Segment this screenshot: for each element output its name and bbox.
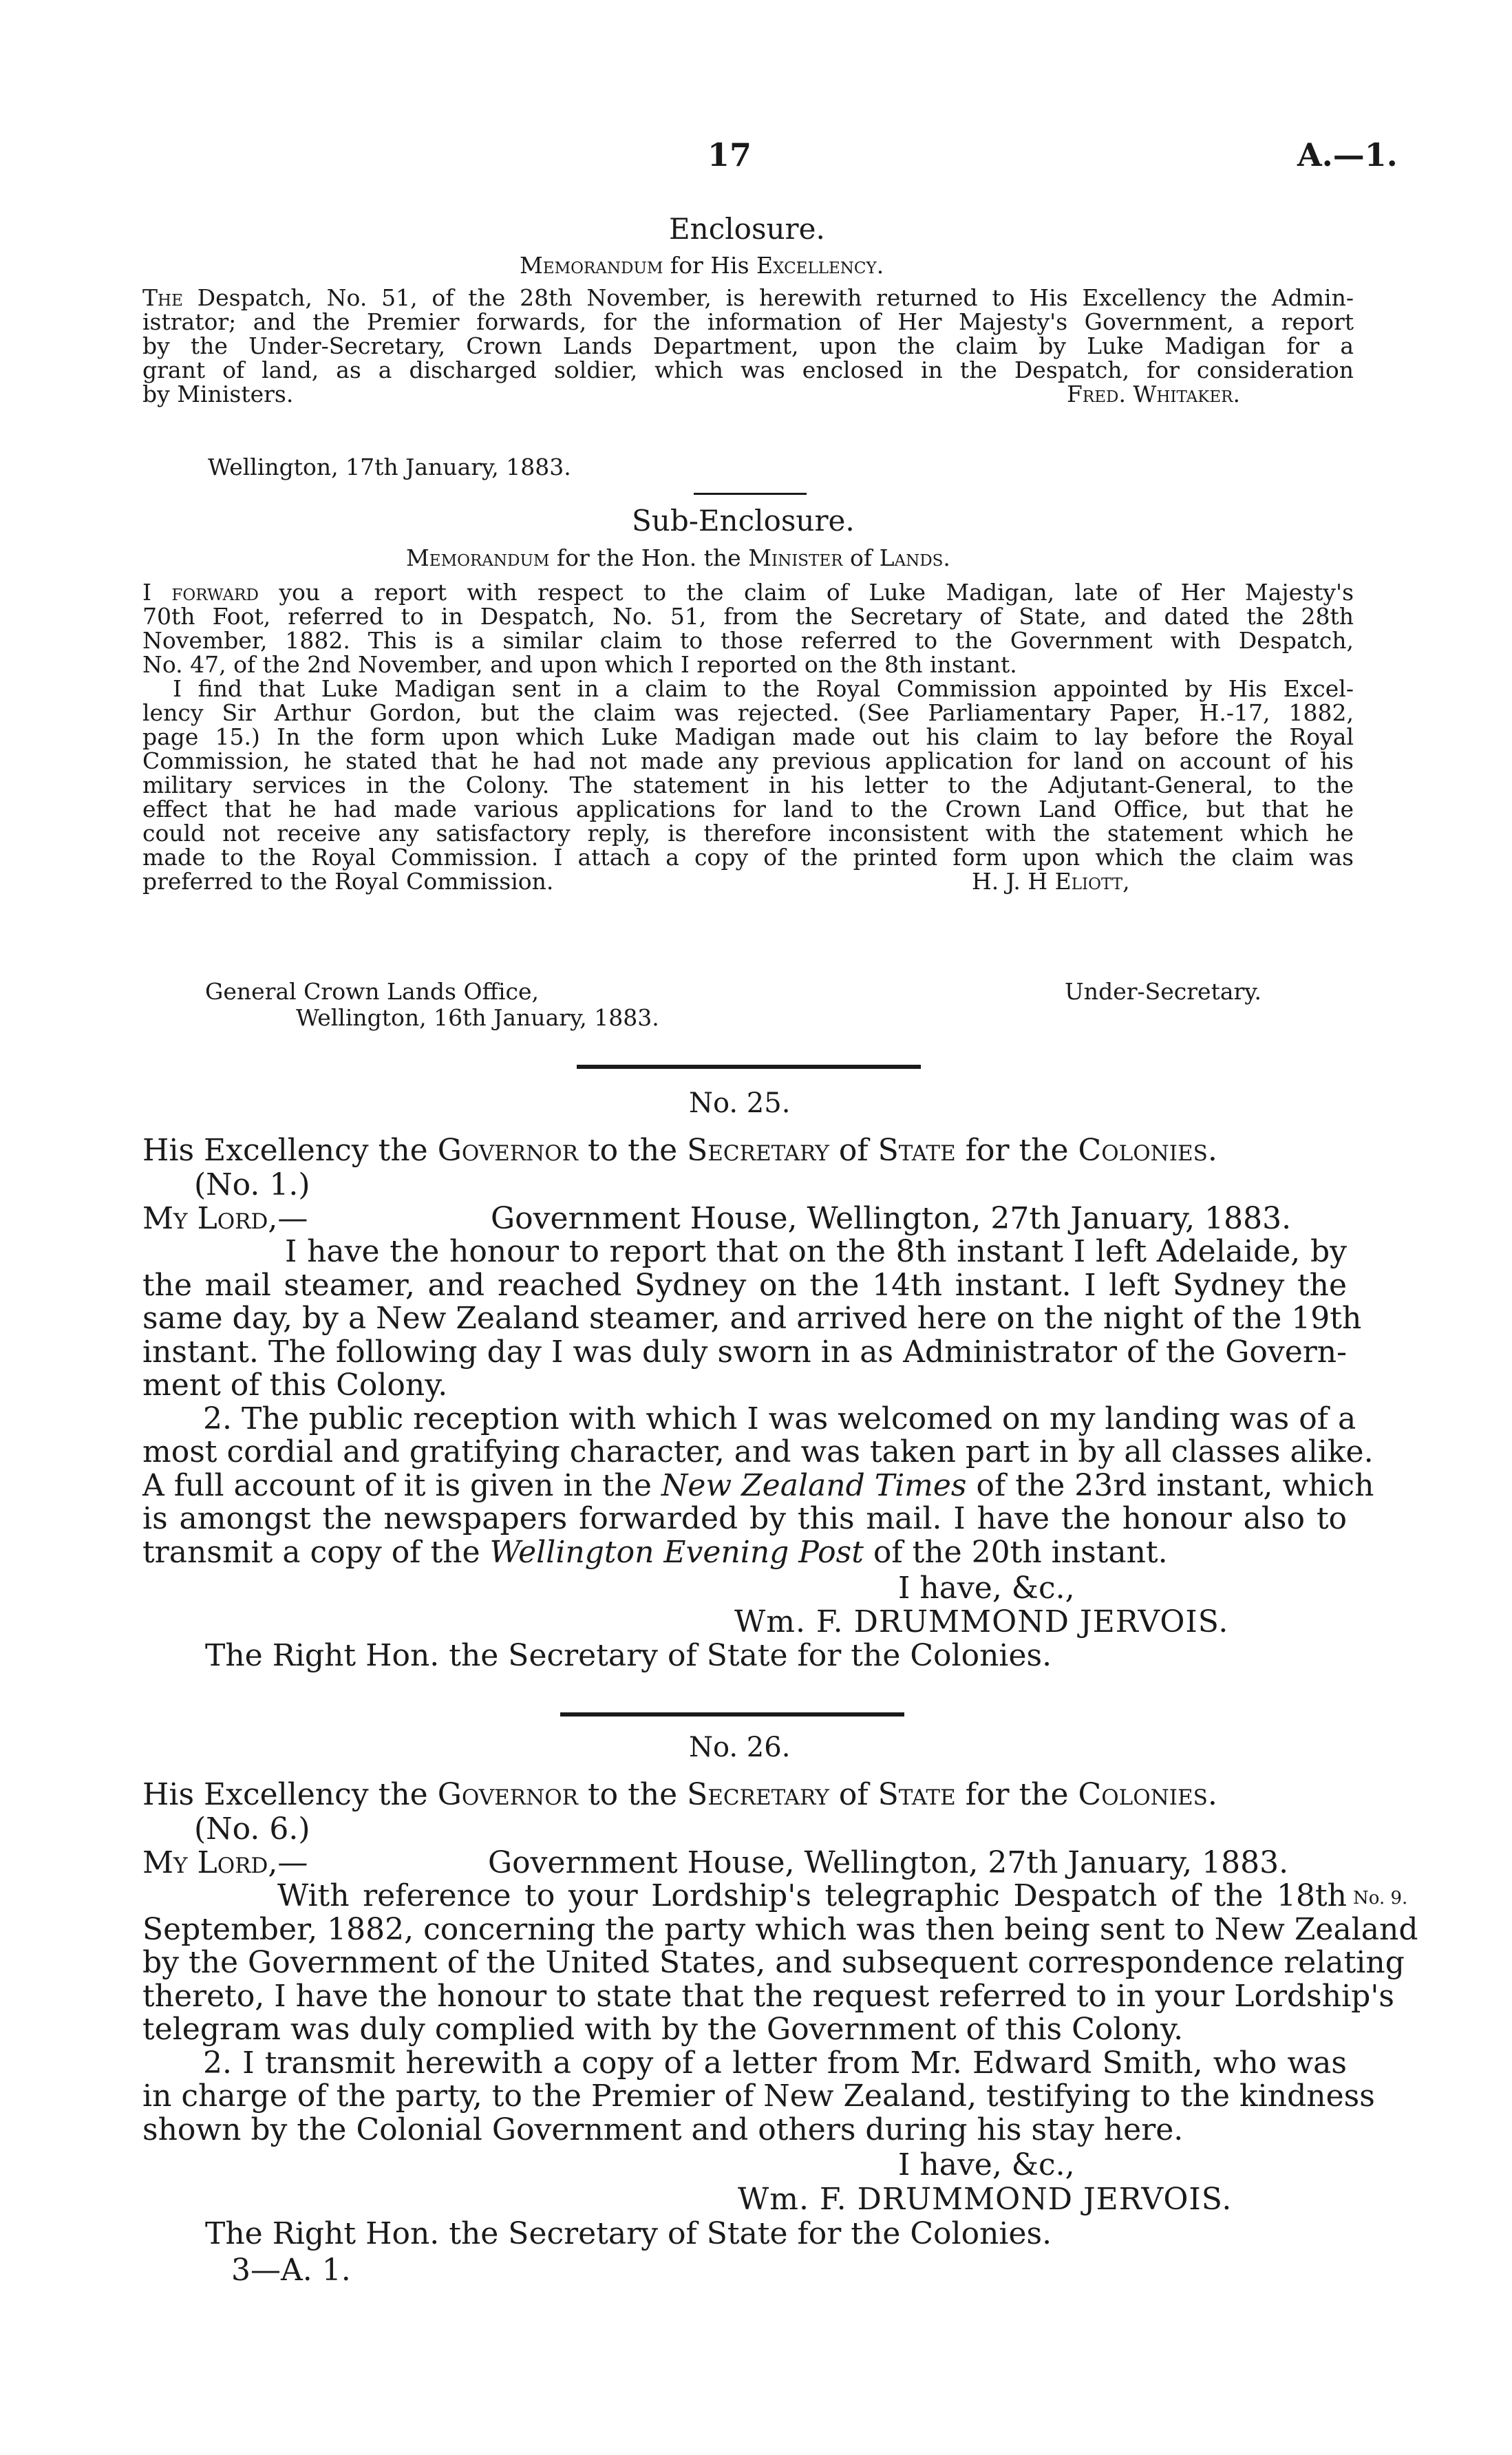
no25-ref: (No. 1.) bbox=[194, 1167, 310, 1202]
newspaper-title: New Zealand Times bbox=[661, 1467, 967, 1503]
heading-part: of bbox=[829, 1133, 878, 1168]
no26-heading bbox=[142, 1777, 1217, 1812]
heading-secretary: Secretary bbox=[687, 1777, 829, 1812]
heading-part: of bbox=[829, 1777, 878, 1812]
enclosure-memo-title bbox=[520, 252, 884, 279]
sub-enclosure-body bbox=[142, 580, 1354, 893]
line-text: preferred to the Royal Commission. bbox=[142, 868, 554, 895]
line-text: of the 20th instant. bbox=[863, 1534, 1168, 1570]
body-line: most cordial and gratifying character, and was taken part in by all classes alike. bbox=[142, 1434, 1374, 1469]
body-line bbox=[142, 1467, 1374, 1503]
document-reference: A.—1. bbox=[1297, 136, 1398, 173]
no25-closing: I have, &c., bbox=[898, 1571, 1075, 1606]
heading-governor: Governor bbox=[437, 1777, 578, 1812]
no25-body bbox=[142, 1234, 1374, 1570]
no26-margin-note: No. 9. bbox=[1353, 1888, 1408, 1909]
no26-number: No. 26. bbox=[689, 1732, 791, 1763]
body-line: in charge of the party, to the Premier of New Zealand, testifying to the kindness bbox=[142, 2079, 1375, 2114]
no25-salutation bbox=[142, 1201, 308, 1236]
body-line: I have the honour to report that on the 8th instant I left Adelaide, by bbox=[285, 1234, 1347, 1269]
heading-state: State bbox=[877, 1777, 956, 1812]
memo-middle: for His bbox=[663, 252, 757, 279]
no25-heading bbox=[142, 1133, 1217, 1168]
sub-enclosure-heading: Sub-Enclosure. bbox=[632, 504, 855, 538]
heading-governor: Governor bbox=[437, 1133, 578, 1168]
no26-closing: I have, &c., bbox=[898, 2147, 1075, 2182]
memo-of: of bbox=[842, 544, 880, 571]
body-line bbox=[142, 1536, 1347, 1570]
line-text: you a report with respect to the claim of Luke Madigan, late of Her Majesty's bbox=[258, 579, 1354, 606]
salutation-text: My Lord,— bbox=[142, 1201, 308, 1236]
no26-ref: (No. 6.) bbox=[194, 1811, 310, 1847]
sub-line: Commission, he stated that he had not made any previous application for land on account of his bbox=[142, 747, 1354, 774]
no25-number: No. 25. bbox=[689, 1087, 791, 1119]
sub-enclosure-memo-title bbox=[406, 544, 950, 571]
no26-salutation bbox=[142, 1845, 308, 1880]
memo-middle: for the Hon. the bbox=[549, 544, 749, 571]
heading-part: His Excellency the bbox=[142, 1133, 438, 1168]
no26-addressee: The Right Hon. the Secretary of State for the Colonies. bbox=[205, 2216, 1052, 2251]
sub-enclosure-title: Under-Secretary. bbox=[1065, 978, 1262, 1005]
enclosure-body bbox=[142, 286, 1354, 406]
salutation-text: My Lord,— bbox=[142, 1845, 308, 1880]
sub-line: lency Sir Arthur Gordon, but the claim was rejected. (See Parliamentary Paper, H.-17, 1882, bbox=[142, 699, 1354, 726]
sub-enclosure-date: Wellington, 16th January, 1883. bbox=[296, 1004, 659, 1031]
line-text: transmit a copy of the bbox=[142, 1534, 490, 1570]
body-line: thereto, I have the honour to state that the request referred to in your Lordship's bbox=[142, 1978, 1394, 2014]
body-line: instant. The following day I was duly sworn in as Administrator of the Govern- bbox=[142, 1334, 1347, 1370]
footer-signature-mark: 3—A. 1. bbox=[231, 2253, 351, 2288]
sub-line: military services in the Colony. The statement in his letter to the Adjutant-General, to the bbox=[142, 772, 1354, 798]
memo-lands: Lands. bbox=[879, 544, 950, 571]
sub-line: effect that he had made various applications for land to the Crown Land Office, but that he bbox=[142, 796, 1354, 822]
heading-part: for the bbox=[955, 1777, 1078, 1812]
sub-line: page 15.) In the form upon which Luke Madigan made out his claim to lay before the Royal bbox=[142, 723, 1354, 750]
sub-enclosure-signature: H. J. H Eliott, bbox=[972, 868, 1130, 895]
enclosure-line: istrator; and the Premier forwards, for the information of Her Majesty's Government, a report bbox=[142, 308, 1354, 335]
enclosure-heading: Enclosure. bbox=[669, 212, 825, 246]
section-divider bbox=[560, 1712, 904, 1717]
enclosure-date: Wellington, 17th January, 1883. bbox=[208, 454, 571, 480]
sub-line: No. 47, of the 2nd November, and upon which I reported on the 8th instant. bbox=[142, 651, 1017, 678]
no25-signature: Wm. F. DRUMMOND JERVOIS. bbox=[734, 1604, 1229, 1639]
sub-line: I find that Luke Madigan sent in a claim to the Royal Commission appointed by His Excel- bbox=[173, 675, 1354, 702]
body-line: With reference to your Lordship's telegraphic Despatch of the 18th bbox=[277, 1878, 1347, 1913]
enclosure-line: grant of land, as a discharged soldier, which was enclosed in the Despatch, for consideration bbox=[142, 357, 1354, 383]
heading-colonies: Colonies. bbox=[1078, 1777, 1217, 1812]
memo-word: Memorandum bbox=[520, 252, 663, 279]
heading-state: State bbox=[877, 1133, 956, 1168]
body-line: is amongst the newspapers forwarded by this mail. I have the honour also to bbox=[142, 1501, 1347, 1536]
body-line: 2. I transmit herewith a copy of a letter from Mr. Edward Smith, who was bbox=[203, 2045, 1347, 2081]
body-line: the mail steamer, and reached Sydney on the 14th instant. I left Sydney the bbox=[142, 1267, 1347, 1303]
enclosure-line bbox=[142, 382, 1354, 406]
heading-secretary: Secretary bbox=[687, 1133, 829, 1168]
enclosure-line bbox=[142, 286, 1354, 310]
memo-word: Memorandum bbox=[406, 544, 550, 571]
lead-word: The bbox=[142, 284, 183, 311]
sub-line: 70th Foot, referred to in Despatch, No. 51, from the Secretary of State, and dated the 28th bbox=[142, 603, 1354, 630]
no26-signature: Wm. F. DRUMMOND JERVOIS. bbox=[738, 2182, 1233, 2217]
sub-line bbox=[142, 869, 1354, 893]
sub-line: November, 1882. This is a similar claim to those referred to the Government with Despatch, bbox=[142, 627, 1354, 654]
body-line: telegram was duly complied with by the Government of this Colony. bbox=[142, 2012, 1184, 2047]
heading-part: to the bbox=[577, 1777, 688, 1812]
heading-part: His Excellency the bbox=[142, 1777, 438, 1812]
body-line: 2. The public reception with which I was welcomed on my landing was of a bbox=[203, 1401, 1356, 1436]
heading-colonies: Colonies. bbox=[1078, 1133, 1217, 1168]
line-text: Despatch, No. 51, of the 28th November, is herewith returned to His Excellency the Admin- bbox=[182, 284, 1354, 311]
body-line: September, 1882, concerning the party which was then being sent to New Zealand bbox=[142, 1911, 1418, 1947]
short-divider bbox=[694, 493, 807, 495]
enclosure-line: by the Under-Secretary, Crown Lands Department, upon the claim by Luke Madigan for a bbox=[142, 332, 1354, 359]
enclosure-signature: Fred. Whitaker. bbox=[1067, 381, 1240, 407]
heading-part: to the bbox=[577, 1133, 688, 1168]
body-line: ment of this Colony. bbox=[142, 1368, 448, 1403]
section-divider bbox=[577, 1065, 921, 1069]
sub-line bbox=[142, 580, 1354, 604]
no26-address: Government House, Wellington, 27th January, 1883. bbox=[488, 1845, 1289, 1880]
line-text: A full account of it is given in the bbox=[142, 1467, 661, 1503]
body-line: same day, by a New Zealand steamer, and arrived here on the night of the 19th bbox=[142, 1301, 1362, 1336]
page-number: 17 bbox=[707, 136, 752, 173]
no25-address: Government House, Wellington, 27th January, 1883. bbox=[491, 1201, 1292, 1236]
heading-part: for the bbox=[955, 1133, 1078, 1168]
sub-enclosure-office: General Crown Lands Office, bbox=[205, 978, 539, 1005]
no25-addressee: The Right Hon. the Secretary of State for the Colonies. bbox=[205, 1638, 1052, 1673]
sub-line: made to the Royal Commission. I attach a copy of the printed form upon which the claim was bbox=[142, 844, 1354, 871]
line-text: by Ministers. bbox=[142, 381, 294, 407]
memo-minister: Minister bbox=[748, 544, 843, 571]
sub-line: could not receive any satisfactory reply, is therefore inconsistent with the statement which he bbox=[142, 820, 1354, 847]
newspaper-title: Wellington Evening Post bbox=[489, 1534, 864, 1570]
body-line: shown by the Colonial Government and others during his stay here. bbox=[142, 2112, 1184, 2147]
memo-excellency: Excellency. bbox=[756, 252, 884, 279]
body-line: by the Government of the United States, and subsequent correspondence relating bbox=[142, 1945, 1405, 1980]
lead-word: I forward bbox=[142, 579, 259, 606]
line-text: of the 23rd instant, which bbox=[966, 1467, 1374, 1503]
